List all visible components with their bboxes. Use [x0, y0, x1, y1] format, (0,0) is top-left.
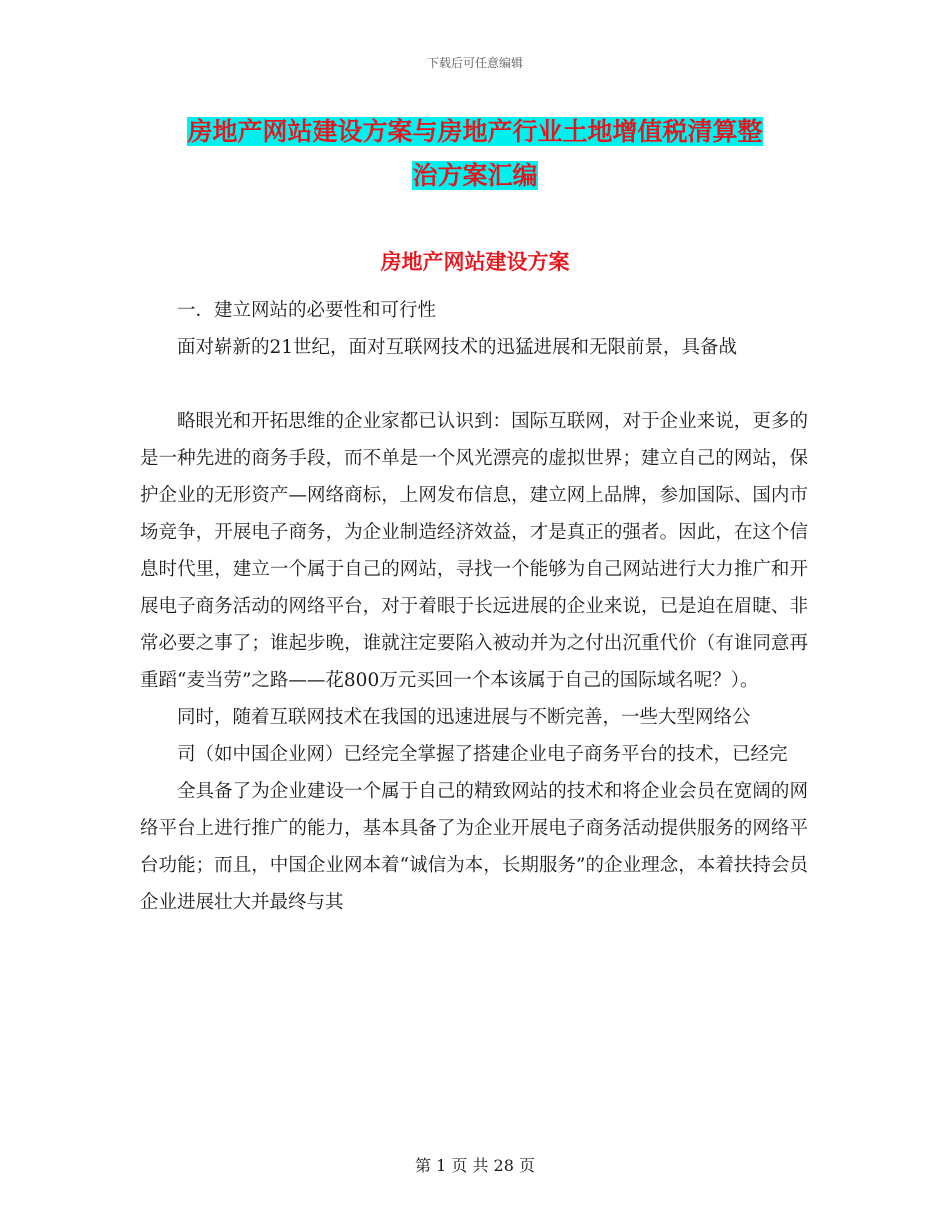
paragraph: 全具备了为企业建设一个属于自己的精致网站的技术和将企业会员在宽阔的网络平台上进行推广的能力，基本具备了为企业开展电子商务活动提供服务的网络平台功能；而且，中国企业网本着“诚信为本，长期服务”的企业理念，本着扶持会员企业进展壮大并最终与其: [140, 781, 808, 913]
document-title-line-2: 治方案汇编: [412, 161, 538, 190]
section-title: 房地产网站建设方案: [380, 249, 570, 274]
paragraph: 司（如中国企业网）已经完全掌握了搭建企业电子商务平台的技术，已经完: [177, 744, 788, 765]
paragraph: 略眼光和开拓思维的企业家都已认识到：国际互联网，对于企业来说，更多的是一种先进的商务手段，而不单是一个风光漂亮的虚拟世界；建立自己的网站，保护企业的无形资产—网络商标，上网发布信息，建立网上品牌，参加国际、国内市场竞争，开展电子商务，为企业制造经济效益，才是真正的强者。因此，在这个信息时代里，建立一个属于自己的网站，寻找一个能够为自己网站进行大力推广和开展电子商务活动的网络平台，对于着眼于长远进展的企业来说，已是迫在眉睫、非常必要之事了；谁起步晚，谁就注定要陷入被动并为之付出沉重代价（有谁同意再重蹈“麦当劳”之路——花800万元买回一个本该属于自己的国际域名呢？）。: [140, 411, 808, 691]
paragraph: 一．建立网站的必要性和可行性: [177, 300, 437, 321]
document-title: [140, 110, 810, 198]
document-title-line-1: 房地产网站建设方案与房地产行业土地增值税清算整: [187, 117, 763, 146]
page-number: 第 1 页 共 28 页: [415, 1156, 535, 1175]
paragraph: 同时，随着互联网技术在我国的迅速进展与不断完善，一些大型网络公: [177, 707, 751, 728]
paragraph: 面对崭新的21世纪，面对互联网技术的迅猛进展和无限前景，具备战: [177, 337, 738, 358]
header-note: 下载后可任意编辑: [426, 56, 523, 70]
body-text: [140, 292, 808, 921]
